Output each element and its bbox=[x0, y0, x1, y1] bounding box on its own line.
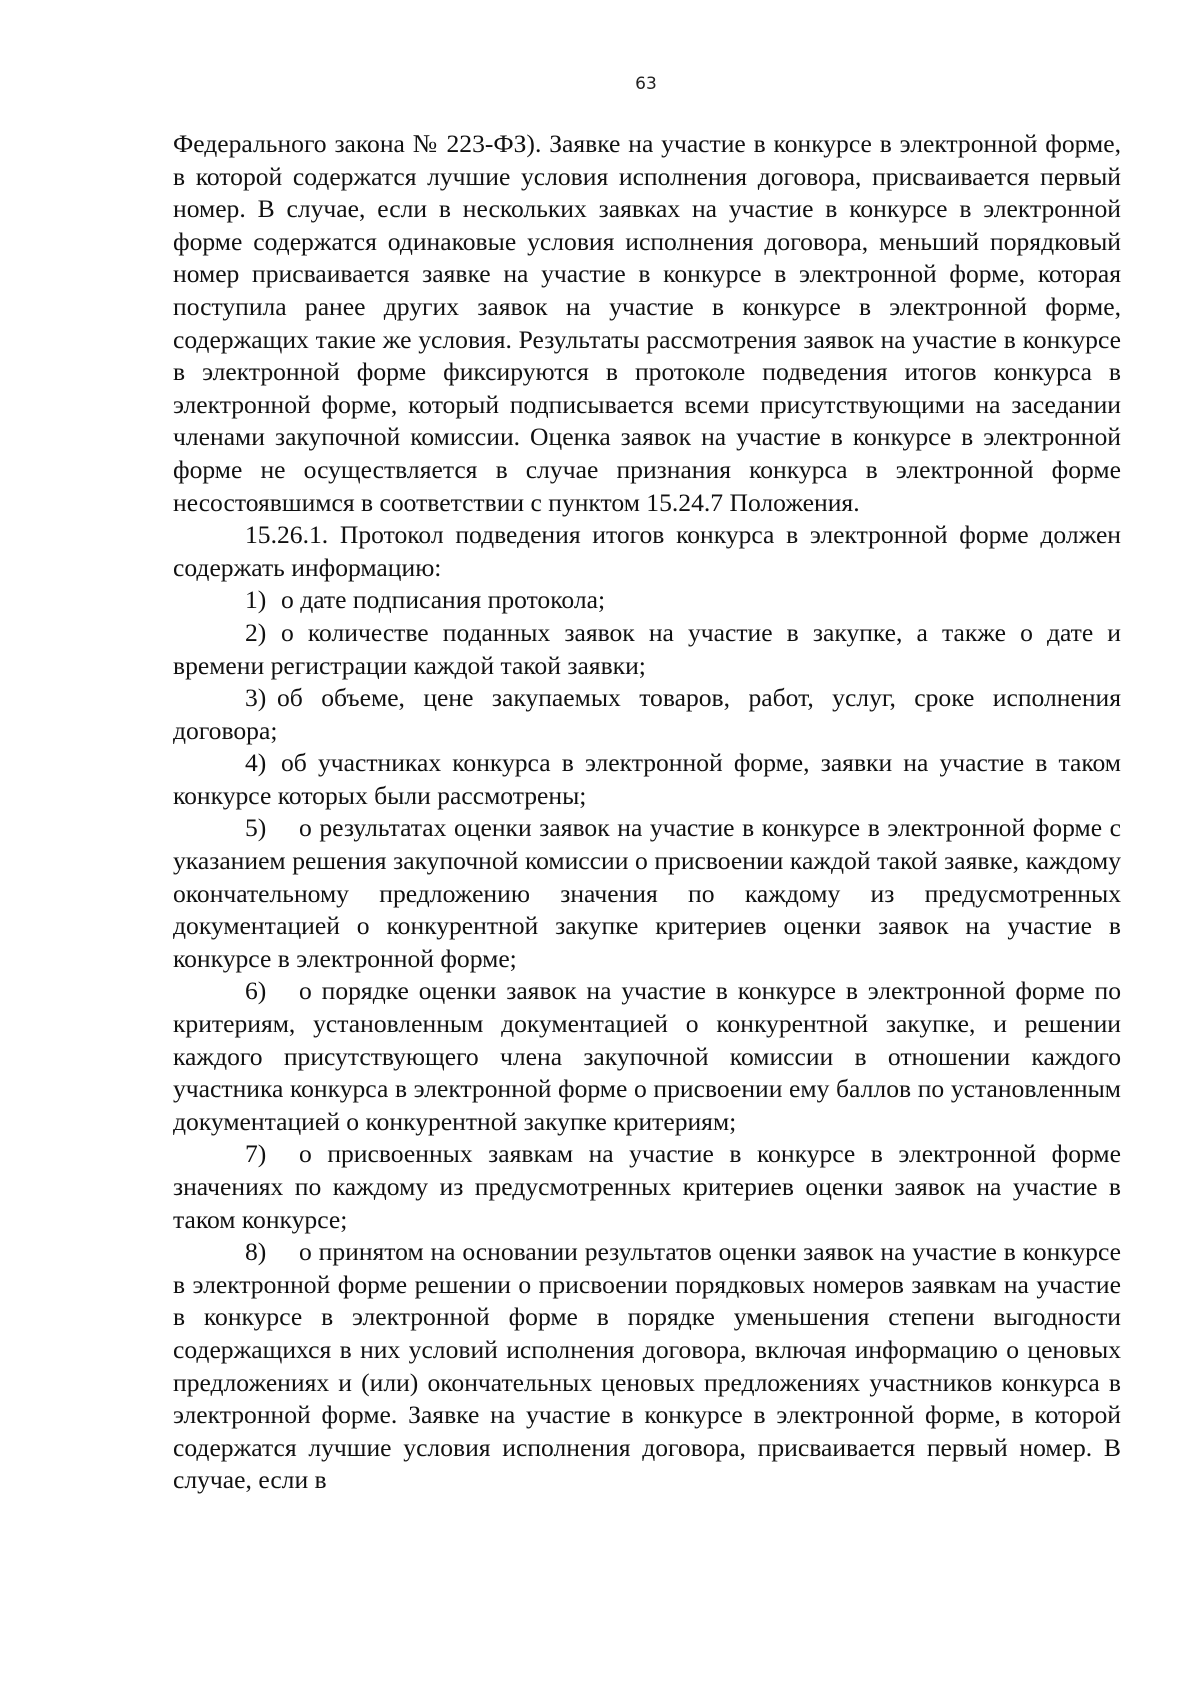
list-item-text: о результатах оценки заявок на участие в конкурсе в электронной форме с указанием решения закупочной комиссии о присвоении каждой такой заявке, каждому окончательному предложению значения по каждому из предусмотренных документацией о конкурентной закупке критериев оценки заявок на участие в конкурсе в электронной форме; bbox=[173, 813, 1121, 973]
list-item-number: 1) bbox=[245, 585, 267, 615]
list-item-number: 7) bbox=[245, 1139, 267, 1169]
list-item-1 bbox=[173, 584, 1121, 617]
list-item-text: об объеме, цене закупаемых товаров, работ, услуг, сроке исполнения договора; bbox=[173, 683, 1121, 745]
list-item-text: о принятом на основании результатов оценки заявок на участие в конкурсе в электронной форме решении о присвоении порядковых номеров заявкам на участие в конкурсе в электронной форме в порядке уменьшения степени выгодности содержащихся в них условий исполнения договора, включая информацию о ценовых предложениях и (или) окончательных ценовых предложениях участников конкурса в электронной форме. Заявке на участие в конкурсе в электронной форме, в которой содержатся лучшие условия исполнения договора, присваивается первый номер. В случае, если в bbox=[173, 1237, 1121, 1495]
document-body bbox=[173, 128, 1121, 1497]
list-item-6 bbox=[173, 975, 1121, 1138]
list-item-number: 6) bbox=[245, 976, 267, 1006]
paragraph-15-26-1: 15.26.1. Протокол подведения итогов конкурса в электронной форме должен содержать информацию: bbox=[173, 520, 1121, 582]
list-item-8 bbox=[173, 1236, 1121, 1497]
page-number: 63 bbox=[635, 74, 657, 94]
list-item-number: 5) bbox=[245, 813, 267, 843]
list-item-number: 3) bbox=[245, 683, 267, 713]
list-item-7 bbox=[173, 1138, 1121, 1236]
list-item-text: об участниках конкурса в электронной форме, заявки на участие в таком конкурсе которых были рассмотрены; bbox=[173, 748, 1121, 810]
list-item-2 bbox=[173, 617, 1121, 682]
paragraph-continuation: Федерального закона № 223-ФЗ). Заявке на участие в конкурсе в электронной форме, в которой содержатся лучшие условия исполнения договора, присваивается первый номер. В случае, если в нескольких заявках на участие в конкурсе в электронной форме содержатся одинаковые условия исполнения договора, меньший порядковый номер присваивается заявке на участие в конкурсе в электронной форме, которая поступила ранее других заявок на участие в конкурсе в электронной форме, содержащих такие же условия. Результаты рассмотрения заявок на участие в конкурсе в электронной форме фиксируются в протоколе подведения итогов конкурса в электронной форме, который подписывается всеми присутствующими на заседании членами закупочной комиссии. Оценка заявок на участие в конкурсе в электронной форме не осуществляется в случае признания конкурса в электронной форме несостоявшимся в соответствии с пунктом 15.24.7 Положения. bbox=[173, 129, 1121, 517]
list-item-text: о порядке оценки заявок на участие в конкурсе в электронной форме по критериям, установленным документацией о конкурентной закупке, и решении каждого присутствующего члена закупочной комиссии в отношении каждого участника конкурса в электронной форме о присвоении ему баллов по установленным документацией о конкурентной закупке критериям; bbox=[173, 976, 1121, 1136]
list-item-number: 2) bbox=[245, 617, 267, 647]
list-item-text: о количестве поданных заявок на участие в закупке, а также о дате и времени регистрации каждой такой заявки; bbox=[173, 617, 1121, 680]
list-item-text: о присвоенных заявкам на участие в конкурсе в электронной форме значениях по каждому из предусмотренных критериев оценки заявок на участие в таком конкурсе; bbox=[173, 1139, 1121, 1234]
list-item-4 bbox=[173, 747, 1121, 812]
list-item-text: о дате подписания протокола; bbox=[281, 585, 606, 615]
list-item-number: 4) bbox=[245, 748, 267, 778]
list-item-5 bbox=[173, 812, 1121, 975]
list-item-3 bbox=[173, 682, 1121, 747]
list-item-number: 8) bbox=[245, 1237, 267, 1267]
